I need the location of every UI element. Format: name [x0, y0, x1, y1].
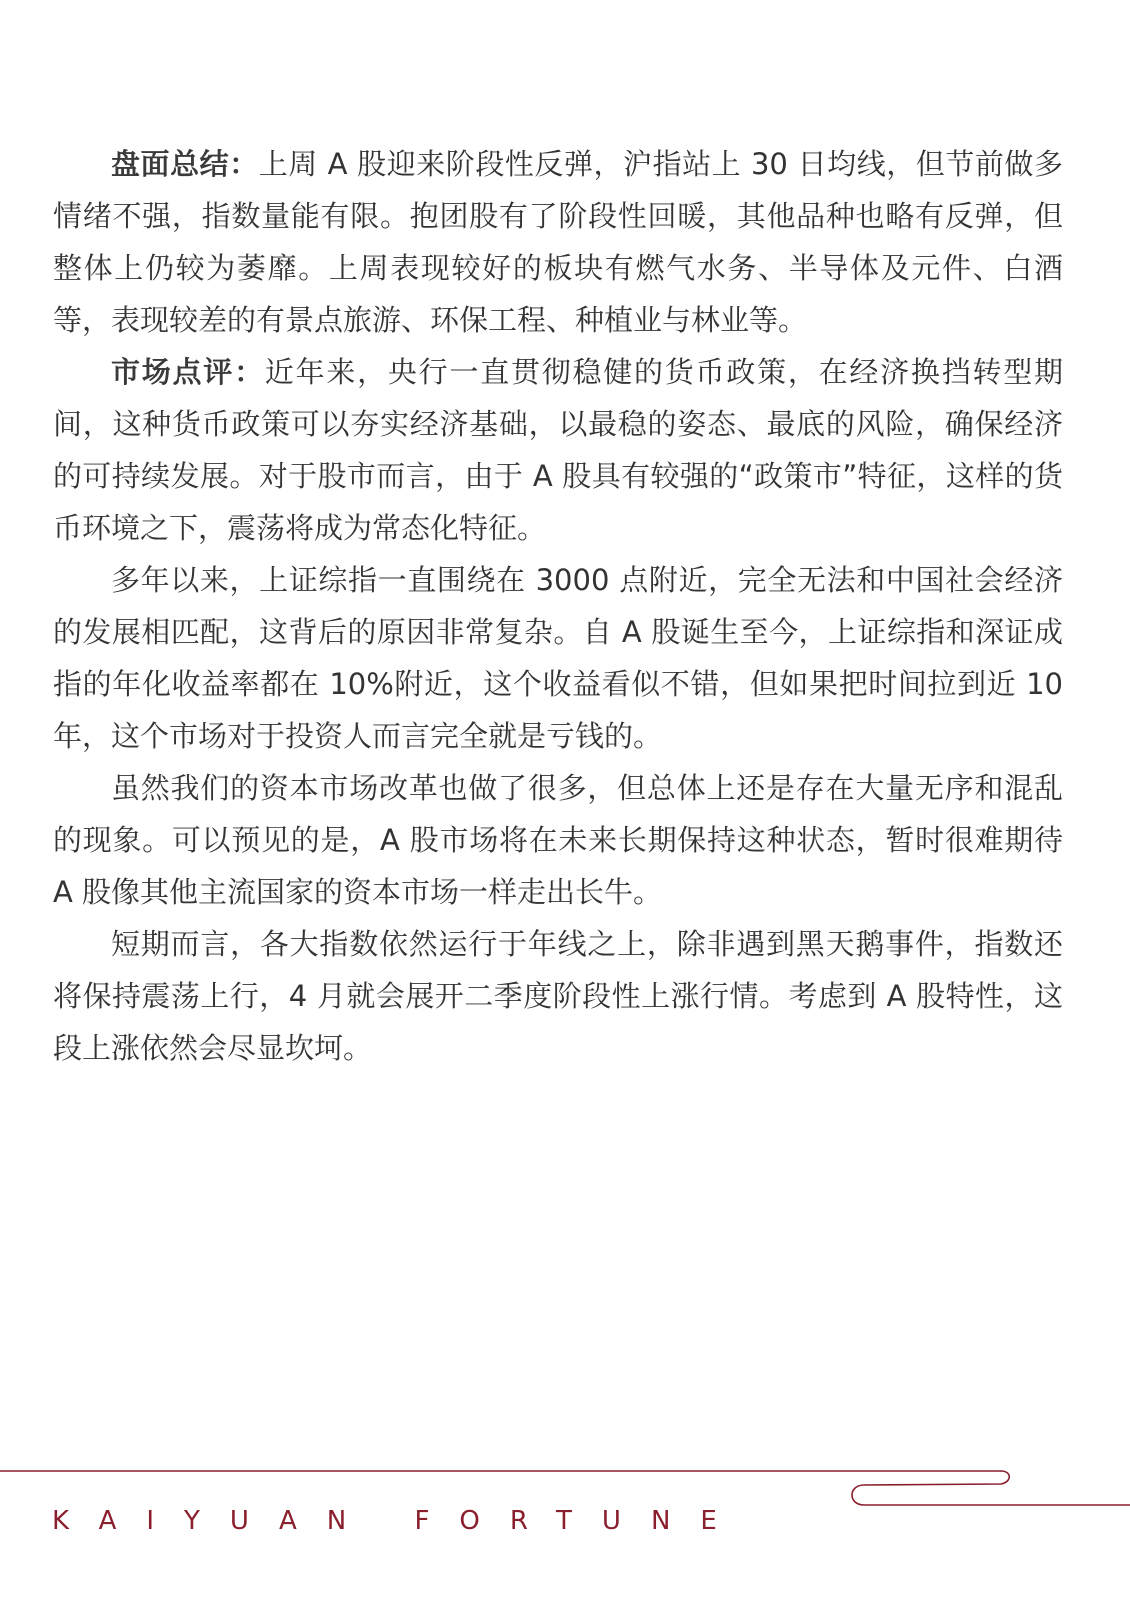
paragraph-text: 上周 A 股迎来阶段性反弹，沪指站上 30 日均线，但节前做多情绪不强，指数量能有限。抱团股有了阶段性回暖，其他品种也略有反弹，但整体上仍较为萎靡。上周表现较好的板块有燃气水务、半导体及元件、白酒等，表现较差的有景点旅游、环保工程、种植业与林业等。 — [53, 147, 1063, 337]
section-lead-comment: 市场点评： — [111, 355, 265, 389]
paragraph-text: 虽然我们的资本市场改革也做了很多，但总体上还是存在大量无序和混乱的现象。可以预见的是，A 股市场将在未来长期保持这种状态，暂时很难期待 A 股像其他主流国家的资本市场一样走出长牛。 — [53, 771, 1063, 909]
paragraph-text: 短期而言，各大指数依然运行于年线之上，除非遇到黑天鹅事件，指数还将保持震荡上行，4 月就会展开二季度阶段性上涨行情。考虑到 A 股特性，这段上涨依然会尽显坎坷。 — [53, 927, 1063, 1065]
paragraph-text: 多年以来，上证综指一直围绕在 3000 点附近，完全无法和中国社会经济的发展相匹配，这背后的原因非常复杂。自 A 股诞生至今，上证综指和深证成指的年化收益率都在 10%附近，这个收益看似不错，但如果把时间拉到近 10 年，这个市场对于投资人而言完全就是亏钱的。 — [53, 563, 1063, 753]
footer-hook — [852, 1471, 1130, 1505]
section-lead-summary: 盘面总结： — [111, 147, 259, 181]
paragraph-text: 近年来，央行一直贯彻稳健的货币政策，在经济换挡转型期间，这种货币政策可以夯实经济基础，以最稳的姿态、最底的风险，确保经济的可持续发展。对于股市而言，由于 A 股具有较强的“政策市”特征，这样的货币环境之下，震荡将成为常态化特征。 — [53, 355, 1063, 545]
footer-brand-name: KAIYUAN FORTUNE — [52, 1506, 747, 1536]
